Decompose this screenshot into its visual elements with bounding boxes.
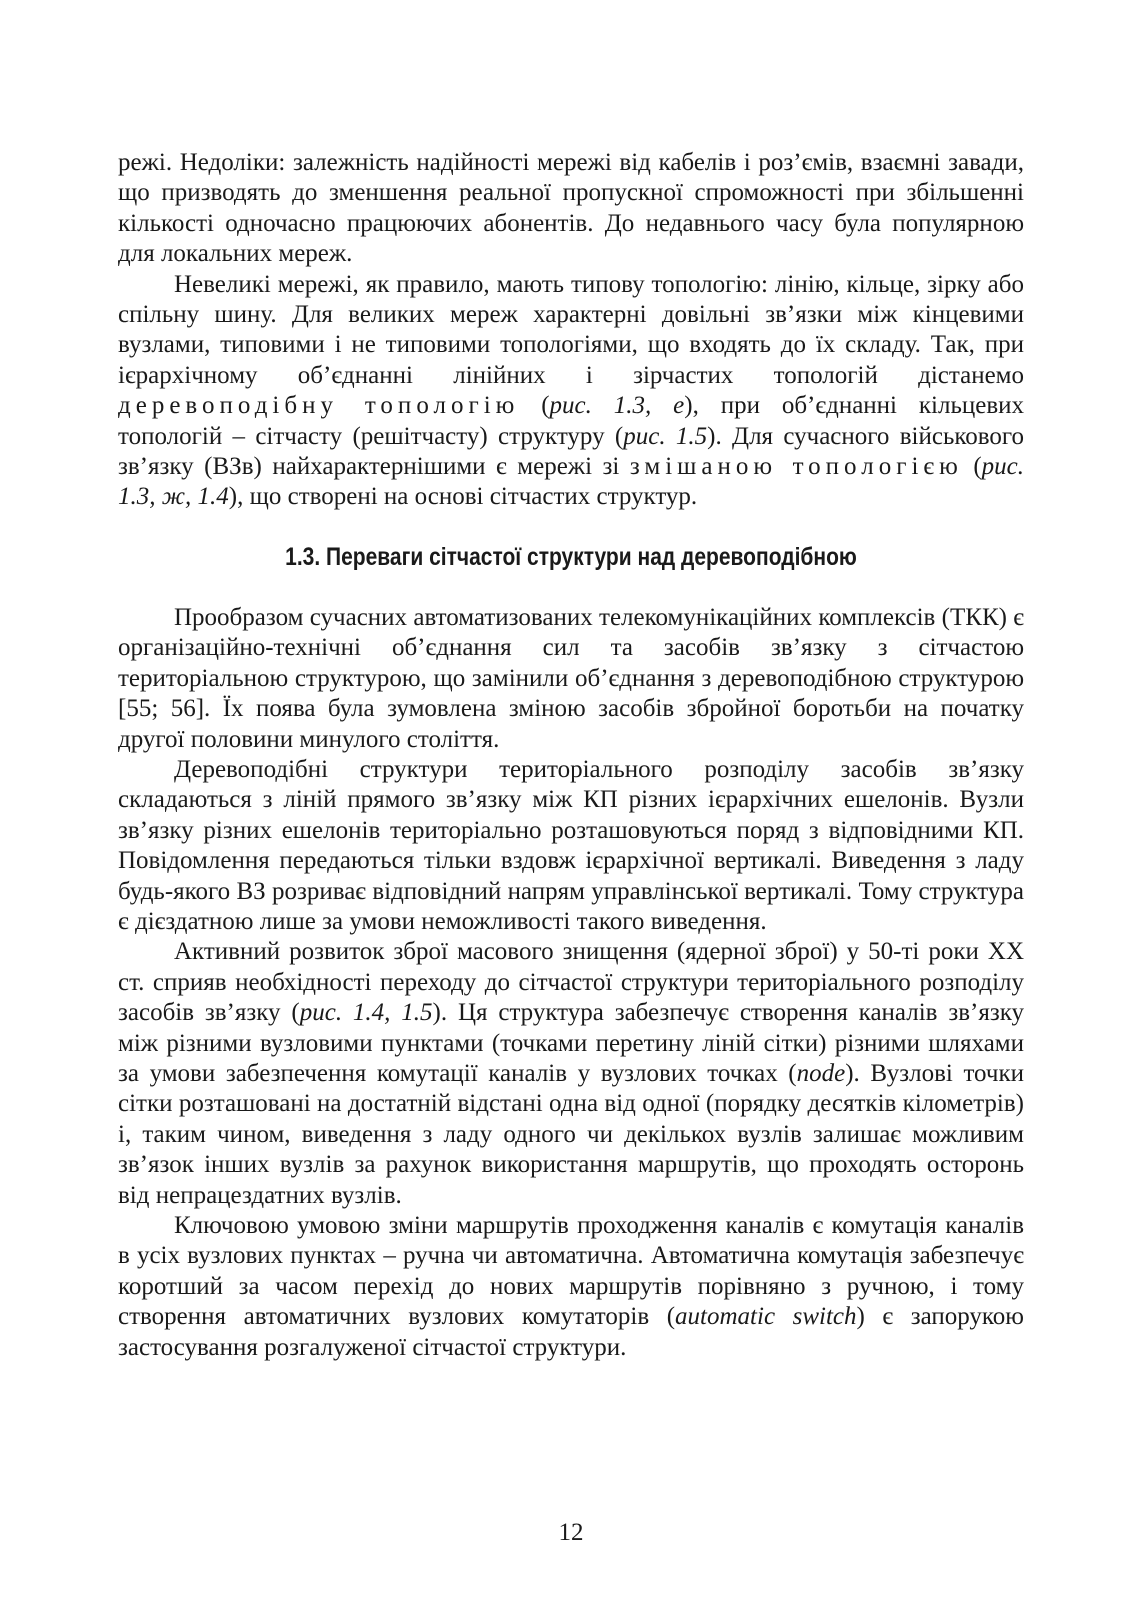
- paragraph-text: ). Ця структура забезпечує створення каналів зв’язку між різними вузловими пунктами (точками перетину ліній сітки) різними шляхами за умови забезпечення комутації каналів у вузлових точках (: [118, 999, 1024, 1087]
- paragraph-text: режі. Недоліки: залежність надійності мережі від кабелів і роз’ємів, взаємні завади, що призводять до зменшення реальної пропускної спроможності при збільшенні кількості одночасно працюючих абонентів. До недавнього часу була популярною для локальних мереж.: [118, 149, 1024, 268]
- spaced-term: деревоподібну топологію: [118, 392, 520, 420]
- foreign-term: automatic switch: [675, 1303, 857, 1331]
- paragraph-5: [118, 937, 1024, 1211]
- paragraph-text: Деревоподібні структури територіального розподілу засобів зв’язку складаються з ліній прямого зв’язку між КП різних ієрархічних ешелонів. Вузли зв’язку різних ешелонів територіально розташовуються поряд з відповідними КП. Повідомлення передаються тільки вздовж ієрархічної вертикалі. Виведення з ладу будь-якого ВЗ розриває відповідний напрям управлінської вертикалі. Тому структура є дієздатною лише за умови неможливості такого виведення.: [118, 755, 1024, 935]
- section-heading: 1.3. Переваги сітчастої структури над деревоподібною: [285, 542, 857, 571]
- paragraph-text: ). Вузлові точки сітки розташовані на достатній відстані одна від одної (порядку десятків кілометрів) і, таким чином, виведення з ладу одного чи декількох вузлів залишає можливим зв’язок інших вузлів за рахунок використання маршрутів, що проходять осторонь від непрацездатних вузлів.: [118, 1059, 1024, 1209]
- paragraph-text: (: [519, 392, 550, 420]
- paragraph-text: ), при об’єднанні кільцевих топологій – сітчасту (решітчасту) структуру (: [118, 392, 1025, 450]
- paragraph-text: ). Для сучасного військового зв’язку (ВЗв) найхарактернішими є мережі зі: [118, 422, 1024, 481]
- paragraph-1: [118, 148, 1024, 270]
- spaced-term: змішаною топологією: [629, 453, 963, 481]
- paragraph-4: [118, 755, 1024, 937]
- paragraph-text: Прообразом сучасних автоматизованих телекомунікаційних комплексів (ТКК) є організаційно-технічні об’єднання сил та засобів зв’язку з сітчастою територіальною структурою, що замінили об’єднання з деревоподібною структурою [55; 56]. Їх поява була зумовлена зміною засобів збройної боротьби на початку другої половини минулого століття.: [118, 603, 1024, 753]
- paragraph-text: Активний розвиток зброї масового знищення (ядерної зброї) у 50-ті роки ХХ ст. сприяв необхідності переходу до сітчастої структури територіального розподілу засобів зв’язку (: [118, 938, 1024, 1027]
- foreign-term: node: [796, 1059, 846, 1087]
- page-content: [118, 148, 1024, 1363]
- paragraph-text: ) є запорукою застосування розгалуженої сітчастої структури.: [118, 1303, 1024, 1361]
- figure-reference: рис. 1.4, 1.5: [299, 999, 433, 1027]
- paragraph-3: [118, 603, 1024, 755]
- figure-reference: рис. 1.3, ж, 1.4: [118, 453, 1025, 511]
- paragraph-text: Невеликі мережі, як правило, мають типову топологію: лінію, кільце, зірку або спільну шину. Для великих мереж характерні довільні зв’язки між кінцевими вузлами, типовими і не типовими топологіями, що входять до їх складу. Так, при ієрархічному об’єднанні лінійних і зірчастих топологій дістанемо: [118, 270, 1024, 389]
- figure-reference: рис. 1.5: [623, 422, 708, 450]
- paragraph-text: (: [962, 453, 982, 481]
- page-number: 12: [558, 1519, 584, 1546]
- paragraph-text: Ключовою умовою зміни маршрутів проходження каналів є комутація каналів в усіх вузлових пунктах – ручна чи автоматична. Автоматична комутація забезпечує коротший за часом перехід до нових маршрутів порівняно з ручною, і тому створення автоматичних вузлових комутаторів (: [118, 1212, 1024, 1331]
- figure-reference: рис. 1.3, е: [549, 392, 685, 420]
- paragraph-6: [118, 1211, 1024, 1363]
- paragraph-text: ), що створені на основі сітчастих структур.: [228, 483, 698, 511]
- paragraph-2: [118, 270, 1024, 513]
